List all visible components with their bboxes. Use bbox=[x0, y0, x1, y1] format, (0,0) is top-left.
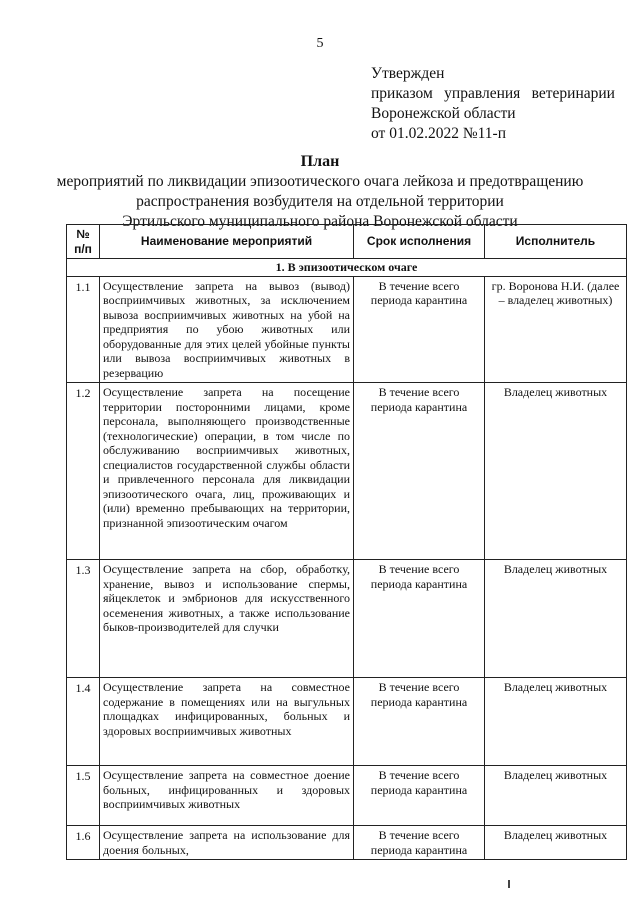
row-num: 1.4 bbox=[67, 678, 100, 766]
row-name: Осуществление запрета на использование для доения больных, bbox=[100, 826, 354, 860]
row-exec: Владелец животных bbox=[485, 678, 627, 766]
row-name: Осуществление запрета на сбор, обработку, хранение, вывоз и использование спермы, яйцеклеток и эмбрионов для искусственного осеменения животных, а также использование быков-производителей для случки bbox=[100, 560, 354, 678]
row-exec: Владелец животных bbox=[485, 826, 627, 860]
row-num: 1.3 bbox=[67, 560, 100, 678]
header-term: Срок исполнения bbox=[354, 225, 485, 259]
approval-word: приказом bbox=[371, 85, 433, 102]
row-term: В течение всего периода карантина bbox=[354, 766, 485, 826]
title-line-3: Эртильского муниципального района Воронежской области bbox=[122, 213, 518, 230]
approval-line-2 bbox=[371, 84, 615, 104]
row-term: В течение всего периода карантина bbox=[354, 383, 485, 560]
section-row bbox=[67, 259, 627, 277]
row-exec: Владелец животных bbox=[485, 766, 627, 826]
row-num: 1.1 bbox=[67, 276, 100, 383]
table-row bbox=[67, 678, 627, 766]
document-title bbox=[0, 152, 640, 232]
approval-line-3: Воронежской области bbox=[371, 105, 516, 122]
table-row bbox=[67, 826, 627, 860]
row-term: В течение всего периода карантина bbox=[354, 560, 485, 678]
row-name: Осуществление запрета на посещение территории посторонними лицами, кроме персонала, выполняющего производственные (технологические) операции, в том числе по обслуживанию восприимчивых животных, специалистов государственной службы области и привлеченного персонала для ликвидации эпизоотического очага, лиц, проживающих и (или) временно пребывающих на территории, признанной эпизоотическим очагом bbox=[100, 383, 354, 560]
measures-table-wrapper bbox=[66, 224, 626, 860]
row-num: 1.2 bbox=[67, 383, 100, 560]
table-row bbox=[67, 383, 627, 560]
row-term: В течение всего периода карантина bbox=[354, 678, 485, 766]
table-header-row bbox=[67, 225, 627, 259]
row-name: Осуществление запрета на совместное содержание в помещениях или на выгульных площадках инфицированных, больных и здоровых восприимчивых животных bbox=[100, 678, 354, 766]
row-exec: гр. Воронова Н.И. (далее – владелец животных) bbox=[485, 276, 627, 383]
approval-line-4: от 01.02.2022 №11-п bbox=[371, 125, 506, 142]
header-num: № п/п bbox=[67, 225, 100, 259]
header-name: Наименование мероприятий bbox=[100, 225, 354, 259]
table-row bbox=[67, 560, 627, 678]
approval-word: управления bbox=[444, 85, 521, 102]
table-row bbox=[67, 276, 627, 383]
row-term: В течение всего периода карантина bbox=[354, 276, 485, 383]
row-num: 1.6 bbox=[67, 826, 100, 860]
approval-line-1: Утвержден bbox=[371, 65, 445, 82]
scan-mark bbox=[508, 880, 510, 888]
row-num: 1.5 bbox=[67, 766, 100, 826]
title-heading: План bbox=[300, 153, 340, 170]
approval-word: ветеринарии bbox=[531, 85, 615, 102]
row-exec: Владелец животных bbox=[485, 383, 627, 560]
title-line-2: распространения возбудителя на отдельной территории bbox=[136, 193, 504, 210]
title-line-1: мероприятий по ликвидации эпизоотического очага лейкоза и предотвращению bbox=[56, 173, 584, 190]
row-exec: Владелец животных bbox=[485, 560, 627, 678]
row-term: В течение всего периода карантина bbox=[354, 826, 485, 860]
header-exec: Исполнитель bbox=[485, 225, 627, 259]
table-row bbox=[67, 766, 627, 826]
measures-table bbox=[66, 224, 627, 860]
page-number: 5 bbox=[316, 36, 324, 51]
row-name: Осуществление запрета на вывоз (вывод) восприимчивых животных, за исключением вывоза восприимчивых животных на убой на предприятия по убою животных или оборудованные для этих целей убойные пункты или вывоза восприимчивых животных в резервацию bbox=[100, 276, 354, 383]
row-name: Осуществление запрета на совместное доение больных, инфицированных и здоровых восприимчивых животных bbox=[100, 766, 354, 826]
approval-block bbox=[371, 64, 615, 144]
section-title: 1. В эпизоотическом очаге bbox=[67, 259, 627, 277]
